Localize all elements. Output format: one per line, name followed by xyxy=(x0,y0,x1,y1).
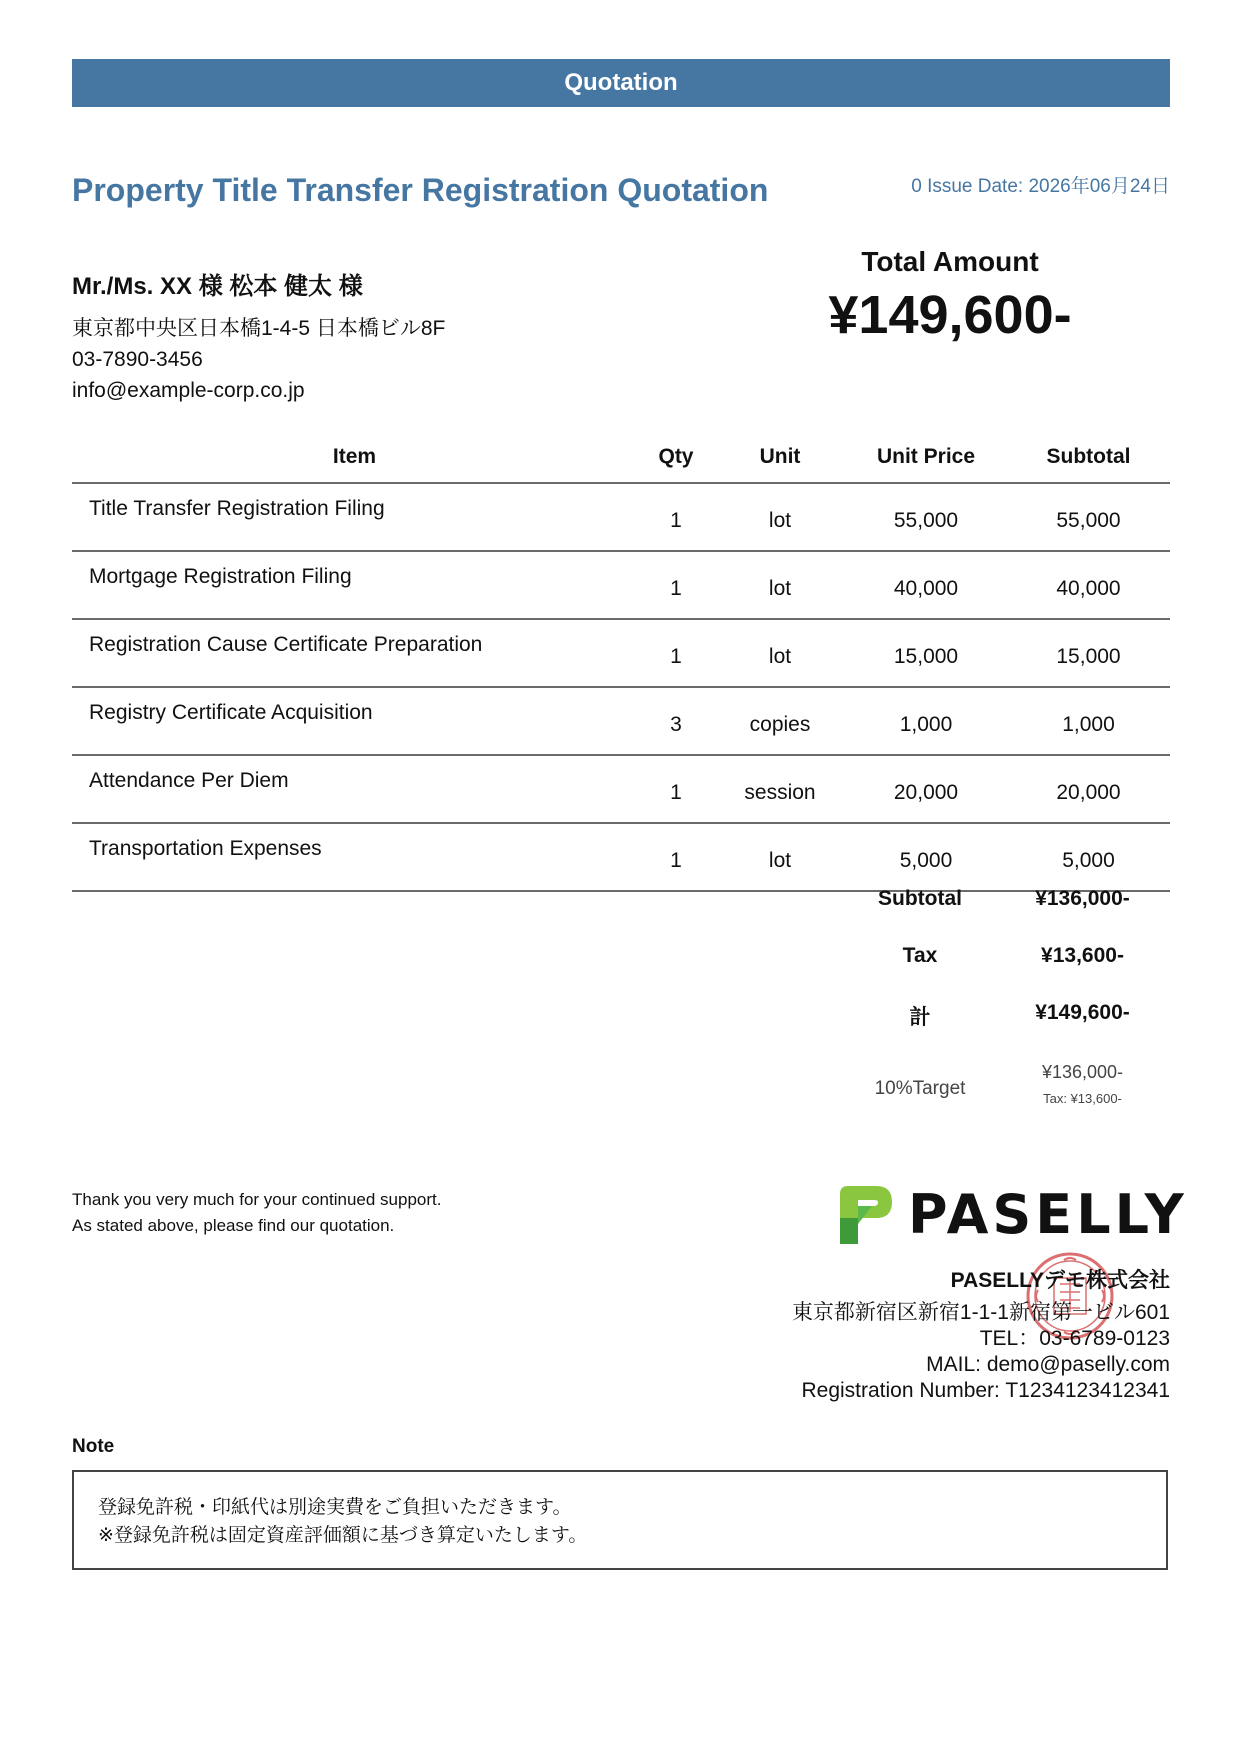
cell-unit: lot xyxy=(715,823,845,891)
document-title: Property Title Transfer Registration Quotation xyxy=(72,172,769,208)
total-amount-box xyxy=(800,246,1100,346)
cell-qty: 1 xyxy=(637,755,715,823)
note-line-2: ※登録免許税は固定資産評価額に基づき算定いたします。 xyxy=(98,1525,588,1546)
thank-you-line-1: Thank you very much for your continued support. xyxy=(72,1190,442,1209)
table-row xyxy=(72,823,1170,891)
tax-target-amount: ¥136,000- xyxy=(1041,1062,1124,1082)
table-row xyxy=(72,687,1170,755)
table-header-row xyxy=(72,432,1170,483)
cell-unit-price: 20,000 xyxy=(845,755,1007,823)
cell-subtotal: 40,000 xyxy=(1007,551,1170,619)
company-mail: MAIL: demo@paselly.com xyxy=(926,1353,1170,1376)
document-number: 0 xyxy=(911,176,922,197)
cell-unit-price: 15,000 xyxy=(845,619,1007,687)
issue-info xyxy=(911,171,1170,198)
grand-total-value: ¥149,600- xyxy=(1035,1001,1130,1024)
issue-date: 2026年06月24日 xyxy=(1028,176,1170,197)
note-label: Note xyxy=(72,1436,115,1457)
cell-qty: 1 xyxy=(637,823,715,891)
company-logo xyxy=(836,1183,1188,1246)
tax-target-row xyxy=(845,1062,1170,1106)
company-registration: Registration Number: T1234123412341 xyxy=(801,1379,1170,1402)
cell-unit: lot xyxy=(715,619,845,687)
table-row xyxy=(72,551,1170,619)
cell-qty: 1 xyxy=(637,551,715,619)
cell-unit: lot xyxy=(715,551,845,619)
banner-title: Quotation xyxy=(564,69,678,96)
recipient-phone: 03-7890-3456 xyxy=(72,348,203,371)
tax-label: Tax xyxy=(902,944,938,967)
recipient-email: info@example-corp.co.jp xyxy=(72,379,305,402)
col-header-unit: Unit xyxy=(715,432,845,483)
cell-item: Transportation Expenses xyxy=(72,823,637,891)
company-name: PASELLYデモ株式会社 xyxy=(950,1269,1170,1292)
cell-item: Title Transfer Registration Filing xyxy=(72,483,637,551)
thank-you-message xyxy=(72,1187,441,1239)
cell-subtotal: 55,000 xyxy=(1007,483,1170,551)
company-address: 東京都新宿区新宿1-1-1新宿第一ビル601 xyxy=(791,1301,1170,1324)
cell-unit-price: 40,000 xyxy=(845,551,1007,619)
line-items-table xyxy=(72,432,1170,892)
cell-item: Registry Certificate Acquisition xyxy=(72,687,637,755)
tax-target-tax: Tax: ¥13,600- xyxy=(1043,1091,1122,1106)
cell-item: Mortgage Registration Filing xyxy=(72,551,637,619)
grand-total-label: 計 xyxy=(909,1006,931,1029)
cell-item: Attendance Per Diem xyxy=(72,755,637,823)
recipient-address: 東京都中央区日本橋1-4-5 日本橋ビル8F xyxy=(72,317,446,340)
table-row xyxy=(72,483,1170,551)
cell-unit-price: 1,000 xyxy=(845,687,1007,755)
col-header-subtotal: Subtotal xyxy=(1007,432,1170,483)
recipient-name: Mr./Ms. XX 様 松本 健太 様 xyxy=(72,273,363,300)
subtotal-value: ¥136,000- xyxy=(1035,887,1130,910)
cell-qty: 1 xyxy=(637,619,715,687)
tax-value: ¥13,600- xyxy=(1041,944,1124,967)
tax-target-values xyxy=(995,1062,1170,1106)
cell-subtotal: 5,000 xyxy=(1007,823,1170,891)
issue-date-label: Issue Date: xyxy=(927,176,1024,197)
cell-qty: 3 xyxy=(637,687,715,755)
col-header-qty: Qty xyxy=(637,432,715,483)
cell-unit-price: 5,000 xyxy=(845,823,1007,891)
total-amount-value: ¥149,600- xyxy=(828,285,1072,345)
recipient-block xyxy=(72,266,445,406)
cell-qty: 1 xyxy=(637,483,715,551)
tax-row xyxy=(845,944,1170,1001)
cell-subtotal: 20,000 xyxy=(1007,755,1170,823)
col-header-unit-price: Unit Price xyxy=(845,432,1007,483)
totals-summary xyxy=(845,887,1170,1106)
cell-unit: lot xyxy=(715,483,845,551)
thank-you-line-2: As stated above, please find our quotation. xyxy=(72,1216,395,1235)
grand-total-row xyxy=(845,1001,1170,1058)
subtotal-row xyxy=(845,887,1170,944)
cell-unit: session xyxy=(715,755,845,823)
paselly-logo-icon xyxy=(836,1184,894,1246)
note-line-1: 登録免許税・印紙代は別途実費をご負担いただきます。 xyxy=(98,1497,572,1518)
document-banner xyxy=(72,59,1170,107)
issuer-block xyxy=(792,1264,1170,1404)
tax-target-label: 10%Target xyxy=(874,1078,966,1099)
cell-unit-price: 55,000 xyxy=(845,483,1007,551)
cell-item: Registration Cause Certificate Preparation xyxy=(72,619,637,687)
logo-wordmark: PASELLY xyxy=(908,1183,1188,1246)
company-tel: TEL：03-6789-0123 xyxy=(979,1327,1170,1350)
note-box xyxy=(72,1470,1168,1570)
total-amount-label: Total Amount xyxy=(861,246,1039,277)
col-header-item: Item xyxy=(72,432,637,483)
cell-subtotal: 15,000 xyxy=(1007,619,1170,687)
table-row xyxy=(72,755,1170,823)
subtotal-label: Subtotal xyxy=(878,887,962,910)
cell-unit: copies xyxy=(715,687,845,755)
cell-subtotal: 1,000 xyxy=(1007,687,1170,755)
table-row xyxy=(72,619,1170,687)
